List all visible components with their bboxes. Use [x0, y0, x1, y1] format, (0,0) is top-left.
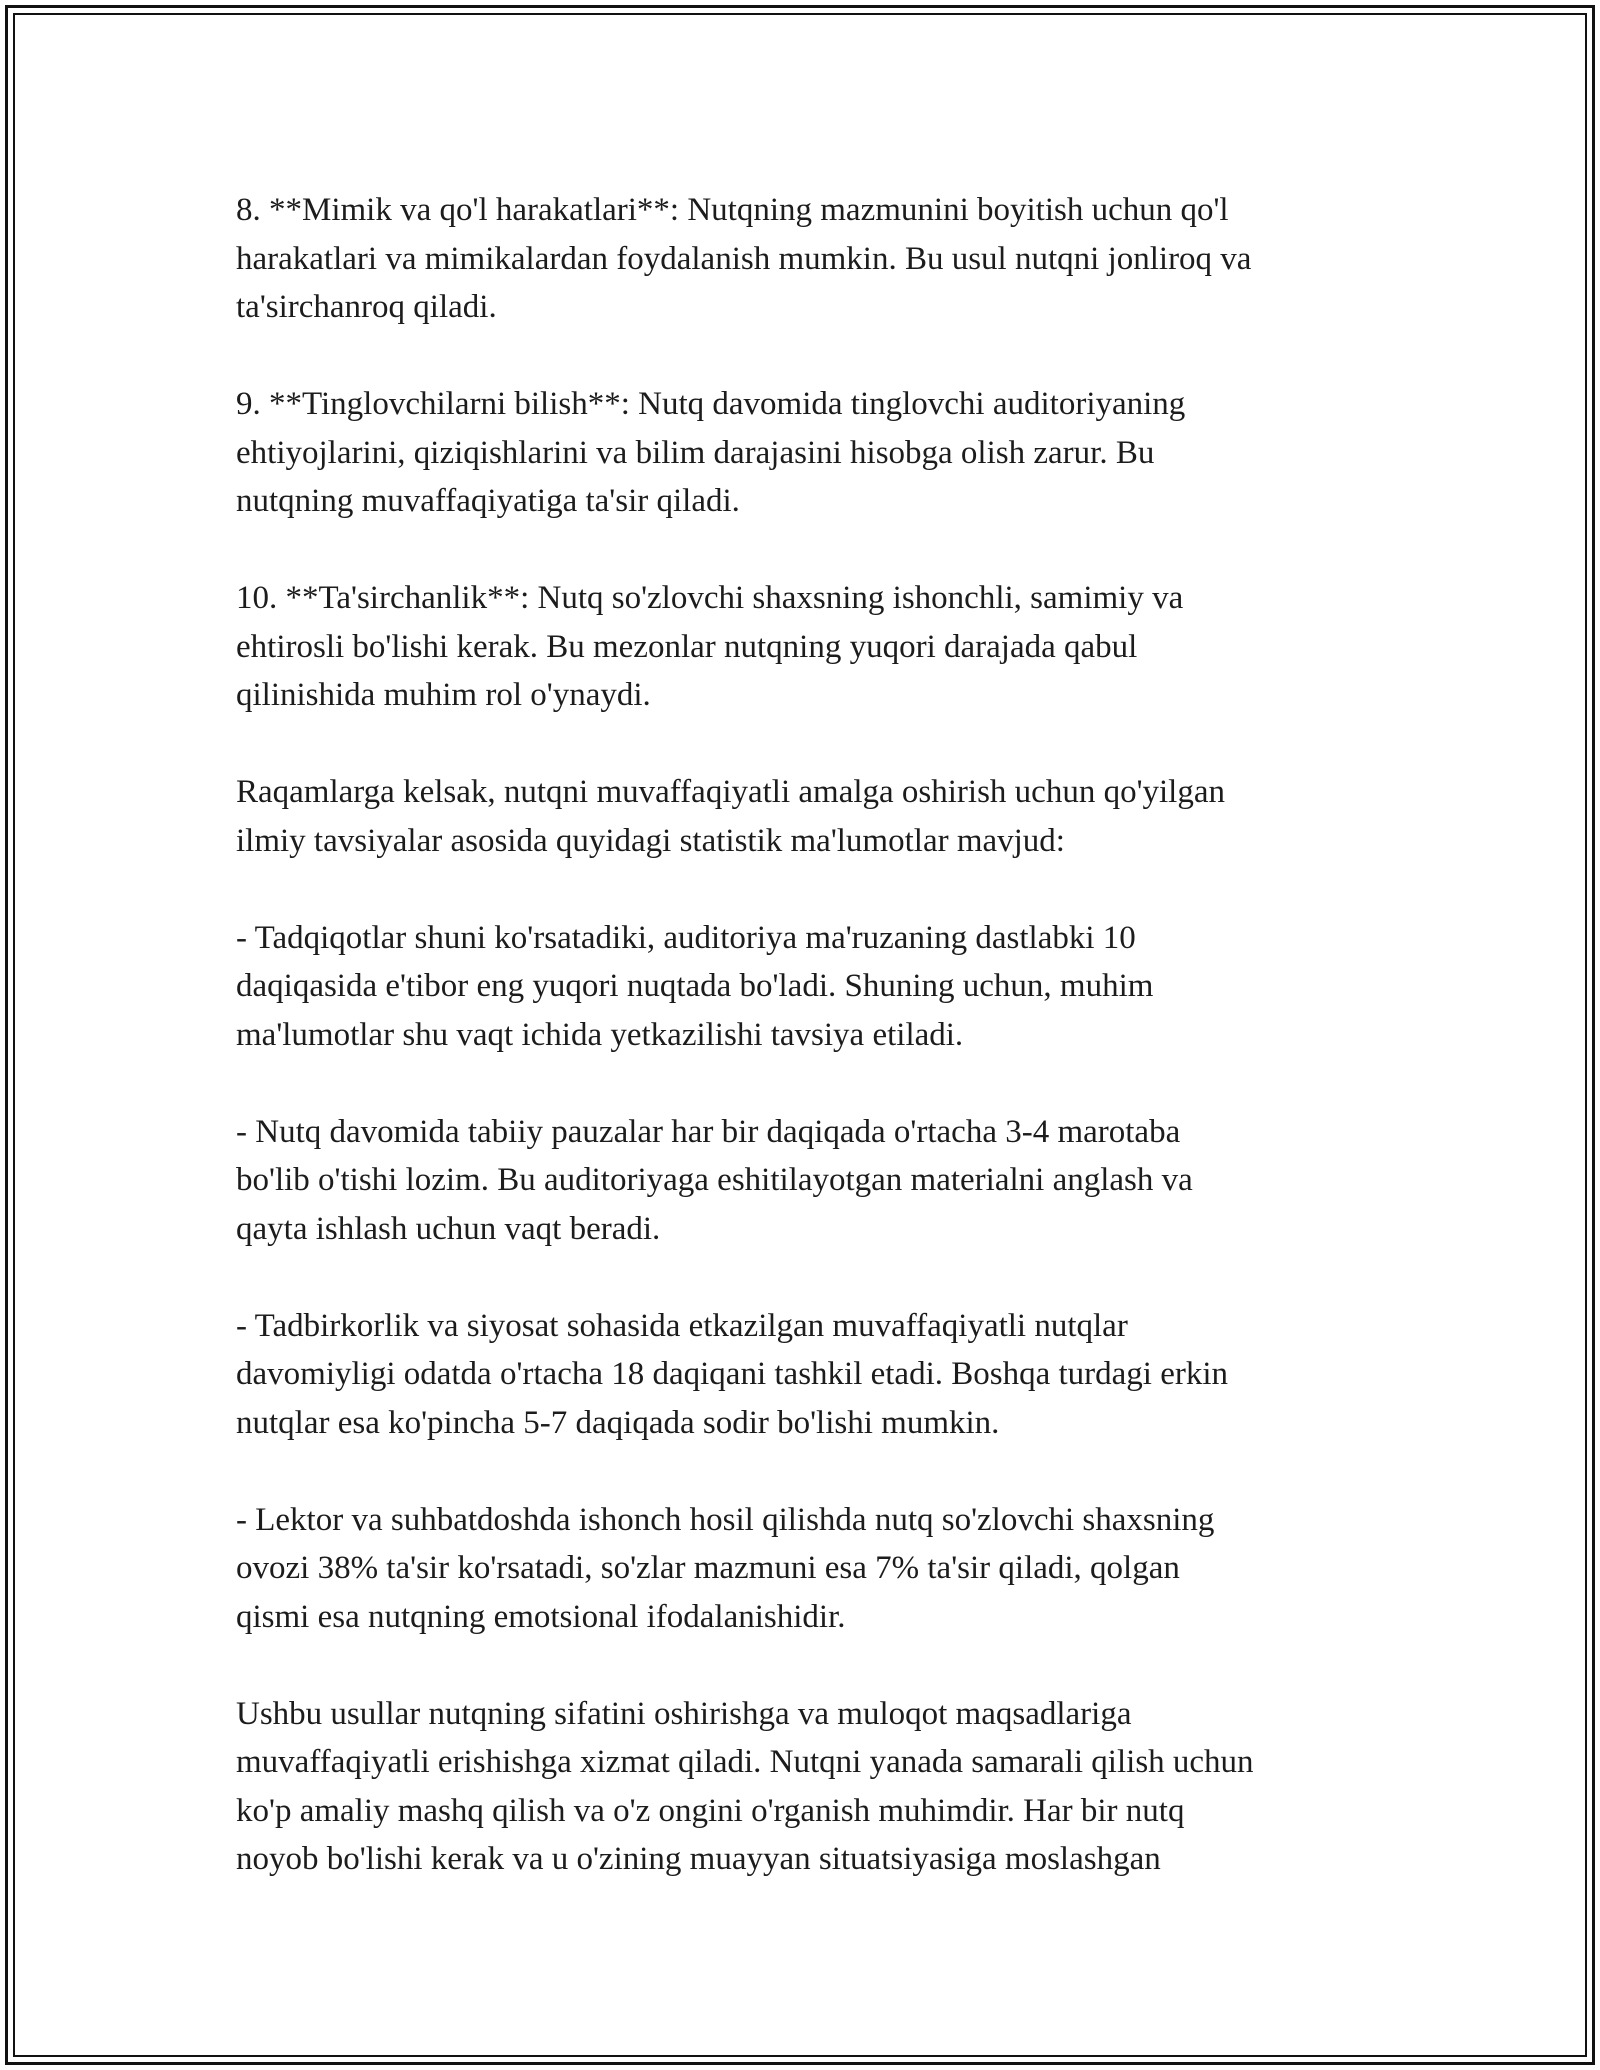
text-line: ta'sirchanroq qiladi.: [236, 289, 497, 325]
text-line: qayta ishlash uchun vaqt beradi.: [236, 1210, 661, 1247]
bullet-auditoriya-etibor: [236, 914, 1386, 1060]
bullet-davomiylik: [236, 1302, 1386, 1448]
text-line: - Lektor va suhbatdoshda ishonch hosil qilishda nutq so'zlovchi shaxsning: [236, 1501, 1215, 1538]
bullet-pauzalar: [236, 1108, 1386, 1254]
paragraph-xulosa: [236, 1690, 1386, 1884]
text-line: harakatlari va mimikalardan foydalanish mumkin. Bu usul nutqni jonliroq va: [236, 240, 1252, 277]
text-line: noyob bo'lishi kerak va u o'zining muayyan situatsiyasiga moslashgan: [236, 1841, 1161, 1877]
paragraph-mimik: [236, 186, 1386, 332]
bullet-ishonch: [236, 1496, 1386, 1642]
text-line: nutqlar esa ko'pincha 5-7 daqiqada sodir bo'lishi mumkin.: [236, 1404, 1000, 1441]
text-line: ovozi 38% ta'sir ko'rsatadi, so'zlar mazmuni esa 7% ta'sir qiladi, qolgan: [236, 1550, 1180, 1586]
text-line: - Tadbirkorlik va siyosat sohasida etkazilgan muvaffaqiyatli nutqlar: [236, 1307, 1128, 1344]
text-line: bo'lib o'tishi lozim. Bu auditoriyaga eshitilayotgan materialni anglash va: [236, 1162, 1193, 1198]
text-line: 10. **Ta'sirchanlik**: Nutq so'zlovchi shaxsning ishonchli, samimiy va: [236, 580, 1184, 616]
text-line: daqiqasida e'tibor eng yuqori nuqtada bo'ladi. Shuning uchun, muhim: [236, 968, 1154, 1004]
text-line: 9. **Tinglovchilarni bilish**: Nutq davomida tinglovchi auditoriyaning: [236, 386, 1186, 422]
text-line: qismi esa nutqning emotsional ifodalanishidir.: [236, 1598, 846, 1635]
text-line: ko'p amaliy mashq qilish va o'z ongini o'rganish muhimdir. Har bir nutq: [236, 1792, 1185, 1829]
text-line: 8. **Mimik va qo'l harakatlari**: Nutqning mazmunini boyitish uchun qo'l: [236, 192, 1229, 228]
paragraph-tasirchanlik: [236, 574, 1386, 720]
text-line: muvaffaqiyatli erishishga xizmat qiladi. Nutqni yanada samarali qilish uchun: [236, 1744, 1254, 1780]
text-line: ehtirosli bo'lishi kerak. Bu mezonlar nutqning yuqori darajada qabul: [236, 628, 1138, 665]
paragraph-tinglovchilar: [236, 380, 1386, 526]
paragraph-raqamlar-intro: [236, 768, 1386, 865]
text-line: - Tadqiqotlar shuni ko'rsatadiki, auditoriya ma'ruzaning dastlabki 10: [236, 919, 1136, 956]
text-line: Raqamlarga kelsak, nutqni muvaffaqiyatli amalga oshirish uchun qo'yilgan: [236, 774, 1226, 810]
text-line: davomiyligi odatda o'rtacha 18 daqiqani tashkil etadi. Boshqa turdagi erkin: [236, 1356, 1229, 1392]
document-body: [236, 186, 1386, 1932]
text-line: ehtiyojlarini, qiziqishlarini va bilim darajasini hisobga olish zarur. Bu: [236, 434, 1155, 471]
text-line: qilinishida muhim rol o'ynaydi.: [236, 677, 651, 713]
text-line: ma'lumotlar shu vaqt ichida yetkazilishi tavsiya etiladi.: [236, 1016, 964, 1053]
text-line: - Nutq davomida tabiiy pauzalar har bir daqiqada o'rtacha 3-4 marotaba: [236, 1113, 1181, 1150]
text-line: ilmiy tavsiyalar asosida quyidagi statistik ma'lumotlar mavjud:: [236, 822, 1065, 859]
text-line: Ushbu usullar nutqning sifatini oshirishga va muloqot maqsadlariga: [236, 1695, 1132, 1732]
text-line: nutqning muvaffaqiyatiga ta'sir qiladi.: [236, 483, 740, 519]
